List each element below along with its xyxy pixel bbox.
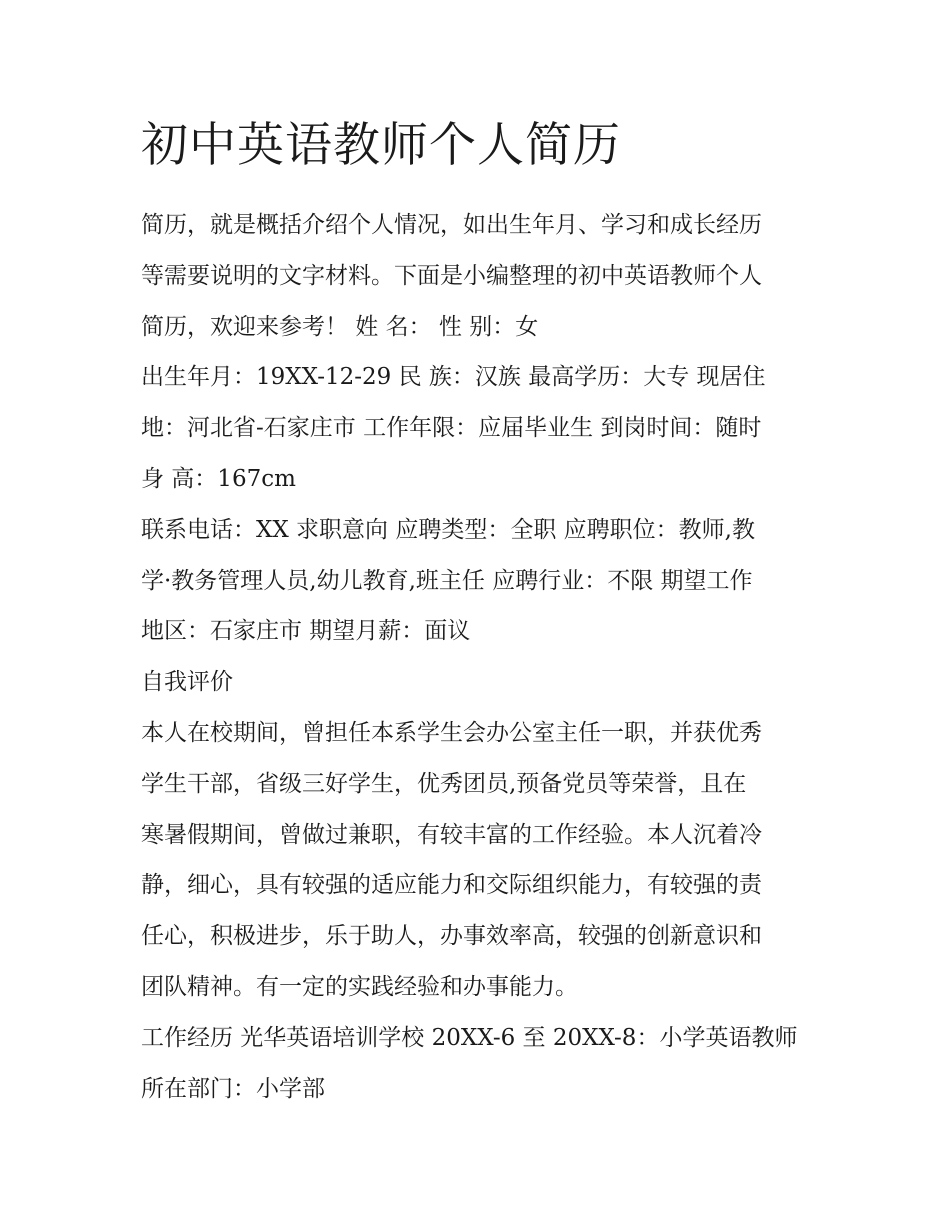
text-line-location-salary: 地区：石家庄市 期望月薪：面议 [141,618,471,645]
text-line-intro-2: 等需要说明的文字材料。下面是小编整理的初中英语教师个人 [141,262,762,289]
page-title: 初中英语教师个人简历 [141,118,621,173]
text-line-evaluation-4: 静，细心，具有较强的适应能力和交际组织能力，有较强的责 [141,872,762,899]
document-page [141,110,821,1114]
text-line-evaluation-2: 学生干部，省级三好学生，优秀团员,预备党员等荣誉，且在 [141,770,747,797]
text-line-positions: 学·教务管理人员,幼儿教育,班主任 应聘行业：不限 期望工作 [141,567,753,594]
text-line-work-experience: 工作经历 光华英语培训学校 20XX-6 至 20XX-8：小学英语教师 [141,1024,798,1051]
text-line-evaluation-6: 团队精神。有一定的实践经验和办事能力。 [141,973,578,1000]
text-line-birth-education: 出生年月：19XX-12-29 民 族：汉族 最高学历：大专 现居住 [141,364,766,391]
text-line-residence: 地：河北省-石家庄市 工作年限：应届毕业生 到岗时间：随时 [141,415,762,442]
text-line-department: 所在部门：小学部 [141,1075,325,1102]
text-line-height: 身 高：167cm [141,465,296,492]
text-line-intro-1: 简历，就是概括介绍个人情况，如出生年月、学习和成长经历 [141,212,762,238]
section-heading-self-evaluation: 自我评价 [141,669,233,696]
text-line-contact: 联系电话：XX 求职意向 应聘类型：全职 应聘职位：教师,教 [141,516,755,543]
text-line-evaluation-5: 任心，积极进步，乐于助人，办事效率高，较强的创新意识和 [141,923,762,950]
text-line-name-gender: 简历，欢迎来参考！ 姓 名： 性 别：女 [141,313,539,340]
text-line-evaluation-1: 本人在校期间，曾担任本系学生会办公室主任一职，并获优秀 [141,719,762,746]
text-line-evaluation-3: 寒暑假期间，曾做过兼职，有较丰富的工作经验。本人沉着冷 [141,821,762,848]
